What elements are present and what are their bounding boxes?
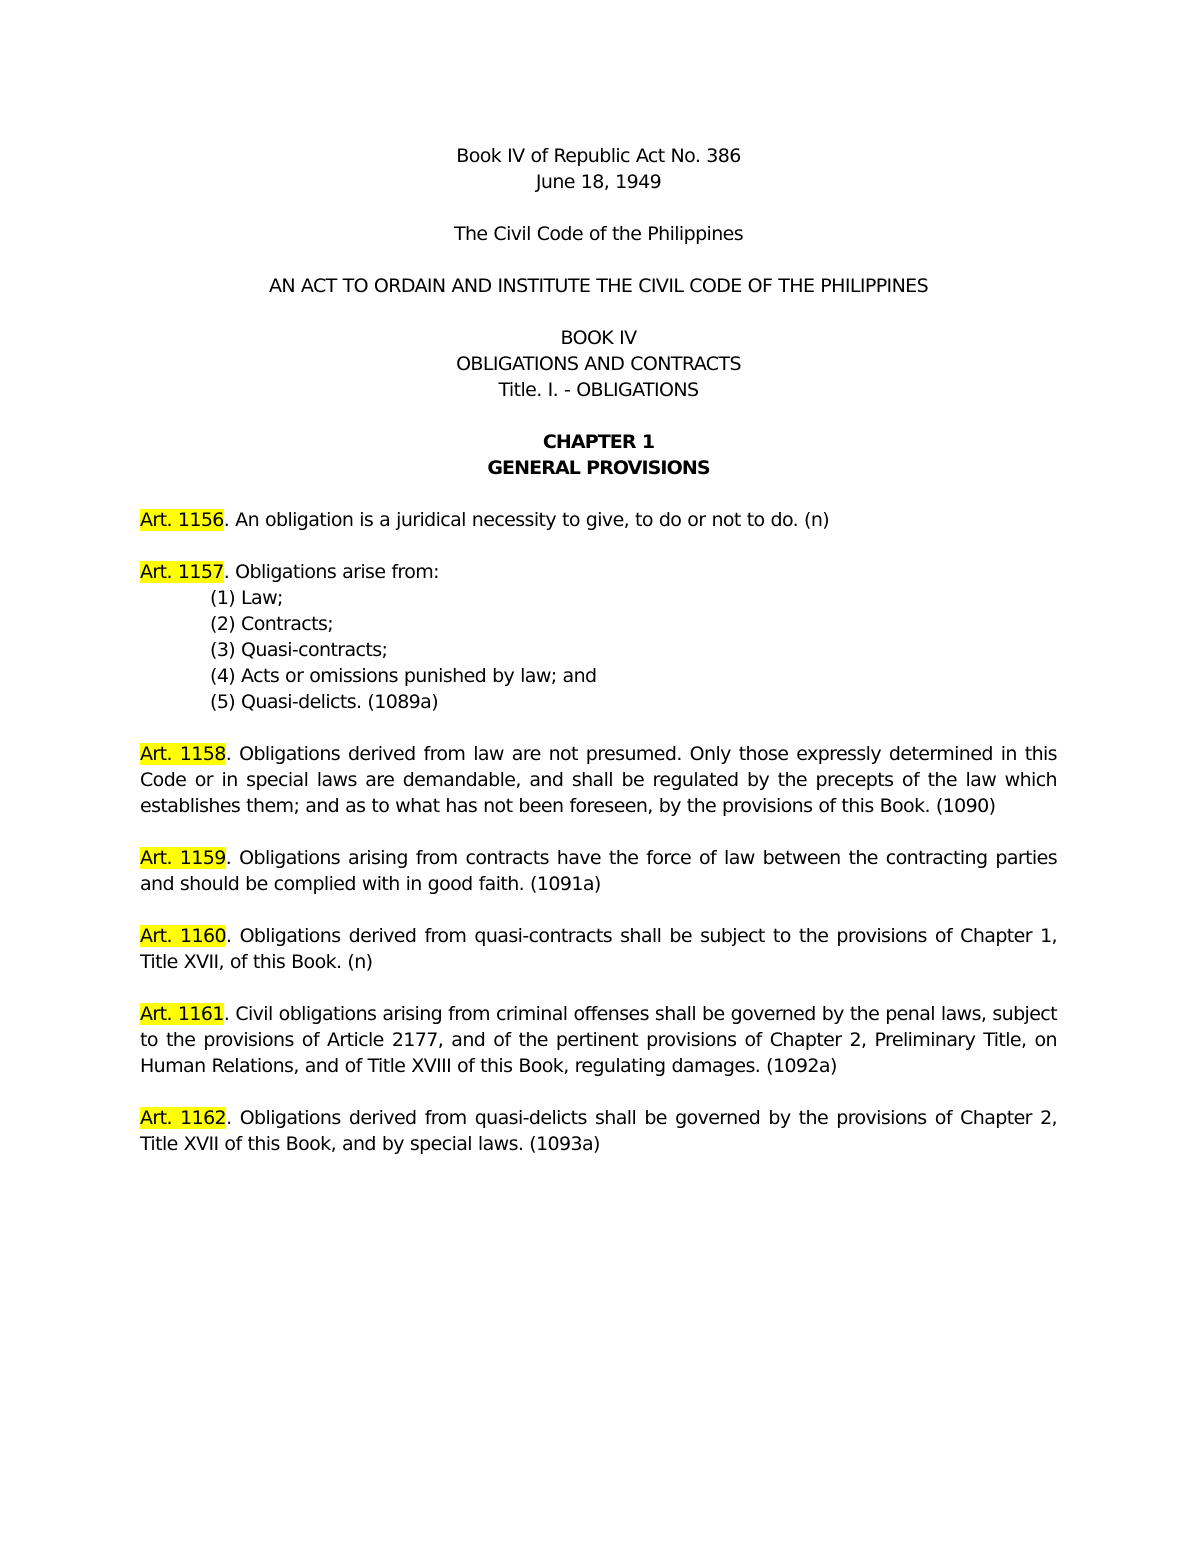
document-body [140,143,1057,1157]
book-number: BOOK IV [560,327,637,349]
article-text: . Civil obligations arising from criminal offenses shall be governed by the penal laws, subject to the provisions of Article 2177, and of the pertinent provisions of Chapter 2, Preliminary Title, on Human Relations, and of Title XVIII of this Book, regulating damages. (1092a) [140,1003,1058,1077]
article-label: Art. 1157 [140,561,224,583]
article-1160 [140,923,1057,975]
chapter-number: CHAPTER 1 [542,431,655,453]
article-label: Art. 1162 [140,1107,227,1129]
article-label: Art. 1161 [140,1003,224,1025]
header-line-1: Book IV of Republic Act No. 386 [456,145,741,167]
article-text: . An obligation is a juridical necessity to give, to do or not to do. (n) [223,509,830,531]
article-1162 [140,1105,1057,1157]
book-title: OBLIGATIONS AND CONTRACTS [456,353,741,375]
article-1161 [140,1001,1057,1079]
article-text: . Obligations derived from quasi-delicts shall be governed by the provisions of Chapter 2, Title XVII of this Book, and by special laws. (1093a) [140,1107,1058,1155]
header-date: June 18, 1949 [535,171,662,193]
article-1156 [140,507,1057,533]
act-title: AN ACT TO ORDAIN AND INSTITUTE THE CIVIL CODE OF THE PHILIPPINES [268,275,929,297]
article-label: Art. 1158 [140,743,226,765]
title-line: Title. I. - OBLIGATIONS [498,379,699,401]
article-1158 [140,741,1057,819]
list-item: (2) Contracts; [210,613,334,635]
obligation-sources-list [140,585,1057,715]
list-item: (4) Acts or omissions punished by law; and [210,665,597,687]
chapter-name: GENERAL PROVISIONS [487,457,710,479]
article-1157 [140,559,1057,585]
list-item: (3) Quasi-contracts; [210,639,388,661]
list-item: (1) Law; [210,587,283,609]
article-label: Art. 1160 [140,925,226,947]
article-text: . Obligations arise from: [223,561,439,583]
list-item: (5) Quasi-delicts. (1089a) [210,691,439,713]
article-1159 [140,845,1057,897]
article-text: . Obligations derived from quasi-contracts shall be subject to the provisions of Chapter 1, Title XVII, of this Book. (n) [140,925,1057,973]
document-title: The Civil Code of the Philippines [453,223,744,245]
article-text: . Obligations derived from law are not presumed. Only those expressly determined in this Code or in special laws are demandable, and shall be regulated by the precepts of the law which establishes them; and as to what has not been foreseen, by the provisions of this Book. (1090) [140,743,1057,817]
article-label: Art. 1159 [140,847,226,869]
article-text: . Obligations arising from contracts have the force of law between the contracting parties and should be complied with in good faith. (1091a) [140,847,1058,895]
article-label: Art. 1156 [140,509,224,531]
